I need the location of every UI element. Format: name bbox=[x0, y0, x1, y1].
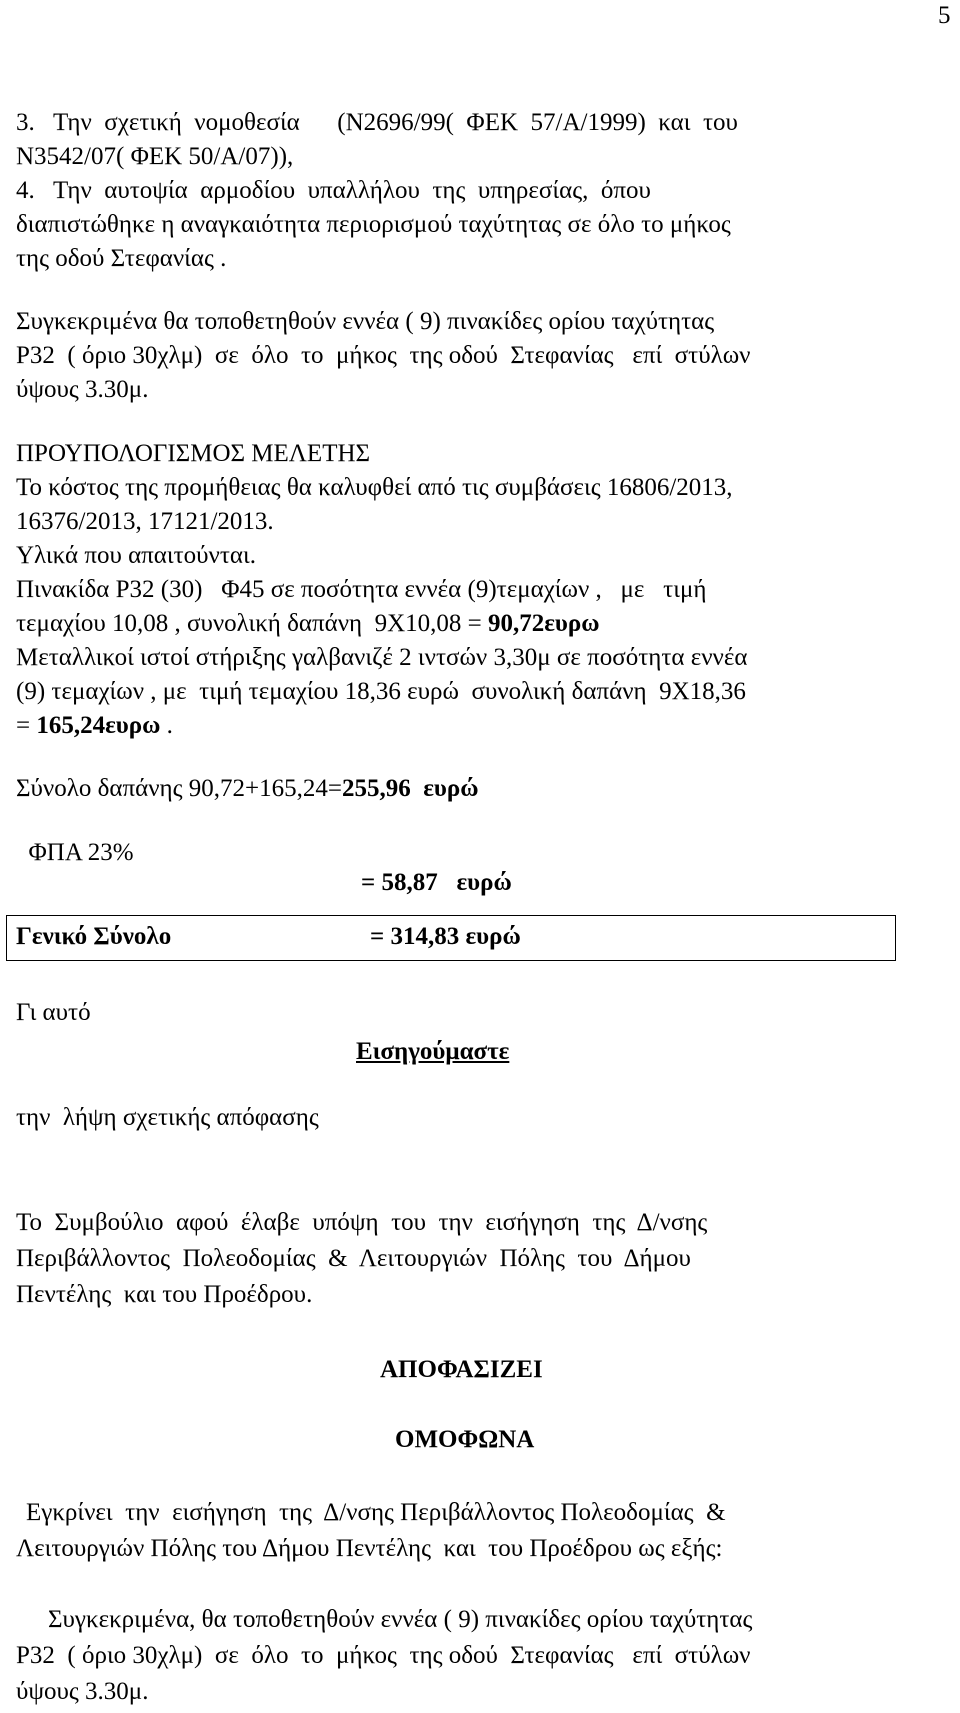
council-line-2: Περιβάλλοντος Πολεοδομίας & Λειτουργιών Πόλης του Δήμου bbox=[16, 1245, 691, 1272]
approves-line-1: Εγκρίνει την εισήγηση της Δ/νσης Περιβάλλοντος Πολεοδομίας & bbox=[26, 1499, 726, 1526]
approves-line-2: Λειτουργιών Πόλης του Δήμου Πεντέλης και του Προέδρου ως εξής: bbox=[16, 1535, 723, 1562]
final-line-2: Ρ32 ( όριο 30χλμ) σε όλο το μήκος της οδού Στεφανίας επί στύλων bbox=[16, 1642, 751, 1669]
pole-line-3 bbox=[16, 711, 951, 741]
spec-line-3: ύψους 3.30μ. bbox=[16, 376, 149, 403]
unanimously-heading: ΟΜΟΦΩΝΑ bbox=[395, 1426, 535, 1453]
cost-line-1: Το κόστος της προμήθειας θα καλυφθεί από τις συμβάσεις 16806/2013, bbox=[16, 474, 733, 501]
pole-line-3-end: . bbox=[160, 712, 173, 739]
sign-line-2 bbox=[16, 609, 951, 639]
council-line-1: Το Συμβούλιο αφού έλαβε υπόψη του την εισήγηση της Δ/νσης bbox=[16, 1209, 708, 1236]
sign-line-1: Πινακίδα Ρ32 (30) Φ45 σε ποσότητα εννέα (9)τεμαχίων , με τιμή bbox=[16, 576, 707, 603]
page-number: 5 bbox=[938, 2, 951, 29]
pole-total: 165,24ευρω bbox=[36, 712, 161, 739]
vat-label: ΦΠΑ 23% bbox=[28, 839, 134, 866]
vat-value: = 58,87 ευρώ bbox=[361, 869, 512, 896]
decision-request: την λήψη σχετικής απόφασης bbox=[16, 1104, 319, 1131]
materials-heading: Υλικά που απαιτούνται. bbox=[16, 542, 256, 569]
pole-line-1: Μεταλλικοί ιστοί στήριξης γαλβανιζέ 2 ιντσών 3,30μ σε ποσότητα εννέα bbox=[16, 644, 748, 671]
final-line-1: Συγκεκριμένα, θα τοποθετηθούν εννέα ( 9) πινακίδες ορίου ταχύτητας bbox=[48, 1606, 753, 1633]
decides-heading: ΑΠΟΦΑΣΙΖΕΙ bbox=[380, 1356, 543, 1383]
council-line-3: Πεντέλης και του Προέδρου. bbox=[16, 1281, 313, 1308]
item-4-line-2: διαπιστώθηκε η αναγκαιότητα περιορισμού ταχύτητας σε όλο το μήκος bbox=[16, 211, 731, 238]
cost-line-2: 16376/2013, 17121/2013. bbox=[16, 508, 274, 535]
final-line-3: ύψους 3.30μ. bbox=[16, 1678, 149, 1705]
budget-heading: ΠΡΟΥΠΟΛΟΓΙΣΜΟΣ ΜΕΛΕΤΗΣ bbox=[16, 440, 371, 467]
spec-line-1: Συγκεκριμένα θα τοποθετηθούν εννέα ( 9) πινακίδες ορίου ταχύτητας bbox=[16, 308, 715, 335]
subtotal-label: Σύνολο δαπάνης 90,72+165,24= bbox=[16, 775, 342, 802]
spec-line-2: Ρ32 ( όριο 30χλμ) σε όλο το μήκος της οδού Στεφανίας επί στύλων bbox=[16, 342, 751, 369]
item-4-line-1: 4. Την αυτοψία αρμοδίου υπαλλήλου της υπηρεσίας, όπου bbox=[16, 177, 651, 204]
we-recommend: Εισηγούμαστε bbox=[356, 1038, 510, 1065]
subtotal-line bbox=[16, 774, 951, 804]
grand-total-label: Γενικό Σύνολο bbox=[16, 923, 172, 950]
item-4-line-3: της οδού Στεφανίας . bbox=[16, 245, 227, 272]
item-3-line-2: Ν3542/07( ΦΕΚ 50/Α/07)), bbox=[16, 143, 294, 170]
item-3-line-1: 3. Την σχετική νομοθεσία (Ν2696/99( ΦΕΚ 57/Α/1999) και του bbox=[16, 109, 738, 136]
vat-line bbox=[16, 808, 951, 898]
sign-total: 90,72ευρω bbox=[488, 610, 600, 637]
subtotal-value: 255,96 ευρώ bbox=[341, 775, 479, 802]
pole-line-2: (9) τεμαχίων , με τιμή τεμαχίου 18,36 ευρώ συνολική δαπάνη 9Χ18,36 bbox=[16, 678, 746, 705]
for-this: Γι αυτό bbox=[16, 999, 91, 1026]
pole-line-3-text: = bbox=[16, 712, 37, 739]
grand-total-line bbox=[16, 922, 951, 952]
grand-total-value: = 314,83 ευρώ bbox=[370, 923, 521, 950]
sign-line-2-text: τεμαχίου 10,08 , συνολική δαπάνη 9Χ10,08 = bbox=[16, 610, 488, 637]
